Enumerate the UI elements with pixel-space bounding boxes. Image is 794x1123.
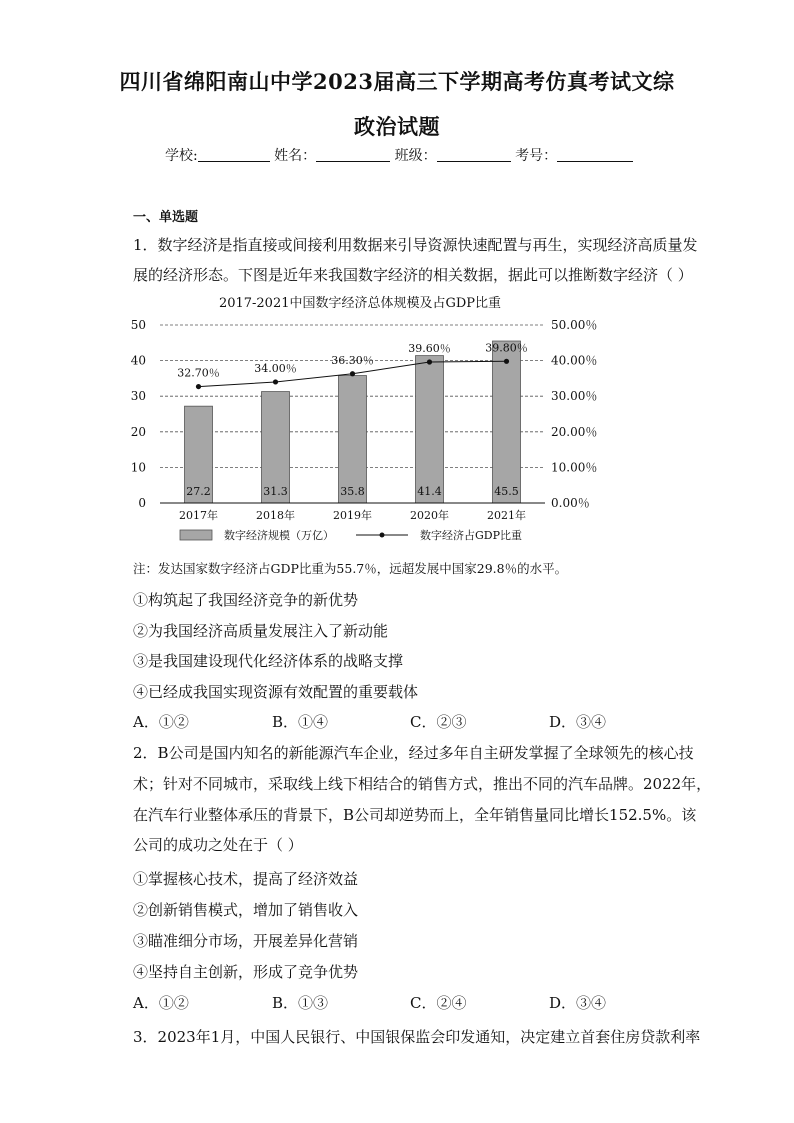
name-label: 姓名： (274, 148, 317, 164)
x-tick-label: 2020年 (410, 509, 449, 522)
name-blank (316, 147, 390, 162)
gdp-share-point (273, 379, 278, 384)
bar-2021年 (493, 341, 521, 503)
legend-line-marker (380, 533, 385, 538)
gdp-share-point (350, 371, 355, 376)
y-right-tick-label: 0.00％ (551, 496, 590, 510)
q2-stem-line1: 2．B公司是国内知名的新能源汽车企业，经过多年自主研发掌握了全球领先的核心技 (133, 744, 694, 762)
q2-item-3: ③瞄准细分市场，开展差异化营销 (133, 932, 359, 950)
y-right-tick-label: 30.00％ (551, 389, 598, 404)
bar-2019年 (339, 376, 367, 503)
gdp-share-label: 39.80％ (485, 341, 528, 355)
legend-bar-label: 数字经济规模（万亿） (224, 529, 334, 542)
school-label: 学校: (165, 148, 198, 164)
y-right-tick-label: 20.00％ (551, 424, 598, 439)
exam-number-label: 考号： (515, 148, 558, 164)
gdp-share-point (196, 384, 201, 389)
y-left-tick-label: 50 (130, 318, 146, 332)
class-blank (437, 147, 511, 162)
q1-stem-line1: 1．数字经济是指直接或间接利用数据来引导资源快速配置与再生，实现经济高质量发 (133, 236, 698, 254)
exam-title-line1: 四川省绵阳南山中学2023届高三下学期高考仿真考试文综 (119, 69, 675, 94)
student-info-row (165, 145, 633, 165)
y-left-tick-label: 30 (130, 389, 146, 404)
y-left-tick-label: 40 (130, 353, 146, 368)
gdp-share-label: 34.00％ (254, 361, 297, 375)
q1-item-4: ④已经成我国实现资源有效配置的重要载体 (133, 683, 419, 701)
q2-stem-line3: 在汽车行业整体承压的背景下，B公司却逆势而上，全年销售量同比增长152.5%。该 (133, 806, 697, 824)
y-right-tick-label: 50.00％ (551, 318, 598, 332)
y-left-tick-label: 20 (130, 424, 146, 439)
x-tick-label: 2019年 (333, 509, 372, 522)
q2-stem-line4: 公司的成功之处在于（ ） (133, 836, 303, 854)
q2-item-1: ①掌握核心技术，提高了经济效益 (133, 870, 359, 888)
gdp-share-label: 39.60％ (408, 342, 451, 356)
y-left-tick-label: 10 (130, 460, 146, 475)
bar-value-label: 45.5 (494, 485, 519, 498)
bar-value-label: 27.2 (186, 485, 211, 498)
exam-title-line2: 政治试题 (354, 114, 440, 139)
class-label: 班级： (394, 148, 437, 164)
gdp-share-label: 36.30％ (331, 353, 374, 367)
gdp-share-point (504, 359, 509, 364)
q2-item-2: ②创新销售模式，增加了销售收入 (133, 901, 359, 919)
q1-option-d[interactable]: D．③④ (549, 713, 607, 731)
q2-stem-line2: 术；针对不同城市，采取线上线下相结合的销售方式，推出不同的汽车品牌。2022年， (133, 775, 712, 793)
bar-value-label: 35.8 (340, 485, 365, 498)
q1-option-b[interactable]: B．①④ (272, 713, 329, 731)
gdp-share-point (427, 359, 432, 364)
y-left-tick-label: 0 (138, 496, 146, 510)
q2-option-c[interactable]: C．②④ (410, 994, 467, 1012)
digital-economy-chart (120, 288, 610, 550)
q1-item-3: ③是我国建设现代化经济体系的战略支撑 (133, 652, 404, 670)
x-tick-label: 2021年 (487, 509, 526, 522)
x-tick-label: 2017年 (179, 509, 218, 522)
y-right-tick-label: 10.00％ (551, 460, 598, 475)
legend-bar-swatch (180, 530, 212, 540)
bar-2020年 (416, 356, 444, 503)
q1-item-1: ①构筑起了我国经济竞争的新优势 (133, 591, 359, 609)
q1-option-c[interactable]: C．②③ (410, 713, 467, 731)
gdp-share-label: 32.70％ (177, 366, 220, 380)
legend-line-label: 数字经济占GDP比重 (420, 529, 523, 542)
exam-number-blank (557, 147, 633, 162)
bar-value-label: 31.3 (263, 485, 288, 498)
q1-note: 注：发达国家数字经济占GDP比重为55.7％，远超发展中国家29.8％的水平。 (133, 561, 568, 576)
bar-value-label: 41.4 (417, 485, 442, 498)
y-right-tick-label: 40.00％ (551, 353, 598, 368)
q2-option-d[interactable]: D．③④ (549, 994, 607, 1012)
q2-option-a[interactable]: A．①② (133, 994, 189, 1012)
q2-option-b[interactable]: B．①③ (272, 994, 329, 1012)
school-blank (198, 147, 270, 162)
q1-item-2: ②为我国经济高质量发展注入了新动能 (133, 622, 389, 640)
chart-title: 2017-2021中国数字经济总体规模及占GDP比重 (218, 296, 502, 311)
section-heading: 一、单选题 (133, 210, 199, 225)
q2-item-4: ④坚持自主创新，形成了竞争优势 (133, 963, 359, 981)
q3-stem-line1: 3．2023年1月，中国人民银行、中国银保监会印发通知，决定建立首套住房贷款利率 (133, 1028, 701, 1046)
x-tick-label: 2018年 (256, 509, 295, 522)
q1-option-a[interactable]: A．①② (133, 713, 189, 731)
chart-legend (180, 528, 522, 542)
q1-stem-line2: 展的经济形态。下图是近年来我国数字经济的相关数据，据此可以推断数字经济（ ） (133, 266, 693, 284)
